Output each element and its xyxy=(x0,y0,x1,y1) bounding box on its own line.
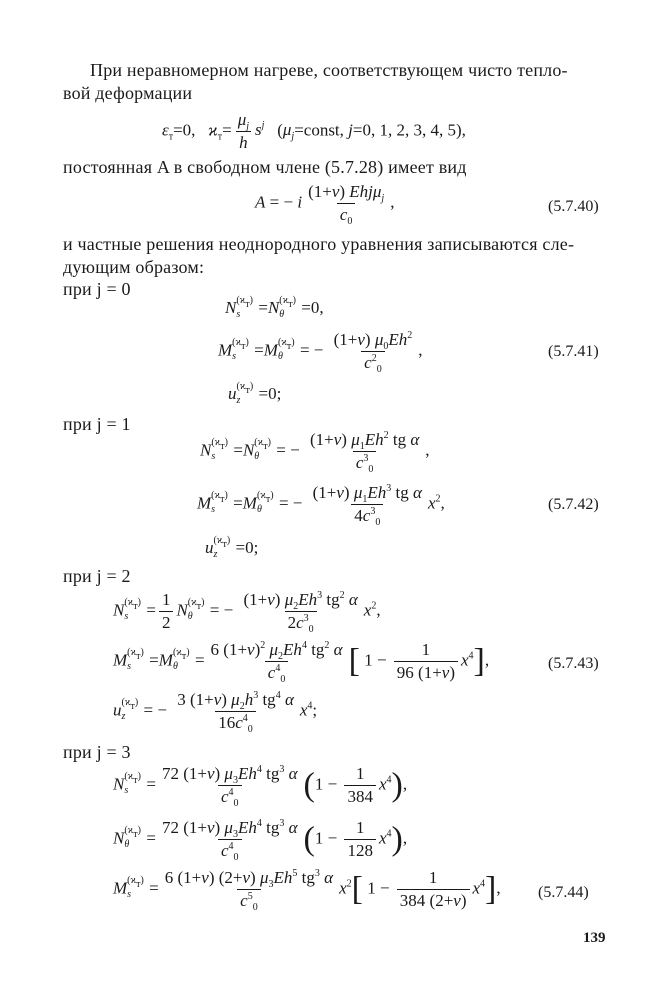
formula-constant-A: A = − i (1+ν) Ehjμ$_j$ $c_0$ , xyxy=(255,182,395,227)
formula-j1-N: N $(ϰ_т)$ s =N $(ϰ_т)$ θ = − $\frac{(1+\nu) \mu_1Eh^2 tg \alpha}{c^3_0}$ , xyxy=(200,430,430,475)
formula-j3-Ms: M $(ϰ_т)$ s = $\frac{6 (1+\nu) (2+\nu) \mu_3Eh^5 tg^3 \alpha}{c^5_0}$ $x^2$[ 1 − $\frac{1}{384 (2+\nu)}$ $x^4$], xyxy=(113,868,501,913)
formula-j0-N: N $(ϰ_т)$ s =N $(ϰ_т)$ θ =0, xyxy=(225,295,324,320)
equation-number: (5.7.41) xyxy=(548,343,599,360)
formula-j0-M: M $(ϰ_т)$ s =M $(ϰ_т)$ θ = − $\frac{(1+\nu) \mu_0Eh^2}{c^2_0}$ , xyxy=(218,330,423,375)
paragraph-line: При неравномерном нагреве, соответствующем чисто тепло- xyxy=(90,60,568,80)
formula-strain: $\varepsilon_т=0$, $ϰ_т=$ $\frac{\mu_j}{h}$ $s^j$ ($\mu_j=const$, j=0, 1, 2, 3, 4, 5), xyxy=(162,110,466,152)
formula-j1-M: M $(ϰ_т)$ s =M $(ϰ_т)$ θ = − $\frac{(1+\nu) \mu_1Eh^3 tg \alpha}{4c^3_0}$ $x^2$, xyxy=(197,483,445,528)
formula-j1-u: u $(ϰ_т)$ z =0; xyxy=(205,535,259,560)
equation-number: (5.7.42) xyxy=(548,496,599,513)
formula-j2-M: M $(ϰ_т)$ s =M $(ϰ_т)$ θ = $\frac{6 (1+\nu)^2 \mu_2Eh^4 tg^2 \alpha}{c^4_0}$ [ 1 − $\frac{1}{96 (1+\nu)}$ $x^4$], xyxy=(113,640,490,685)
paragraph-line: постоянная A в свободном члене (5.7.28) имеет вид xyxy=(63,157,467,177)
formula-j0-u: u $(ϰ_т)$ z =0; xyxy=(228,381,282,406)
paragraph-line: вой деформации xyxy=(63,83,193,103)
case-label: при j = 2 xyxy=(63,566,131,586)
case-label: при j = 1 xyxy=(63,414,131,434)
formula-j3-Ns: N $(ϰ_т)$ s = $\frac{72 (1+\nu) \mu_3Eh^4 tg^3 \alpha}{c^4_0}$ (1 − $\frac{1}{384}$ $x^4$), xyxy=(113,764,408,809)
formula-j2-u: u $(ϰ_т)$ z = − $\frac{3 (1+\nu) \mu_2h^3 tg^4 \alpha}{16c^4_0}$ $x^4$; xyxy=(113,690,318,735)
equation-number: (5.7.44) xyxy=(538,884,589,901)
equation-number: (5.7.43) xyxy=(548,655,599,672)
paragraph-line: и частные решения неоднородного уравнения записываются сле- xyxy=(63,234,575,254)
page-number: 139 xyxy=(583,930,606,946)
paragraph-line: дующим образом: xyxy=(63,257,205,277)
case-label: при j = 0 xyxy=(63,279,131,299)
formula-j3-Ntheta: N $(ϰ_т)$ θ = $\frac{72 (1+\nu) \mu_3Eh^4 tg^3 \alpha}{c^4_0}$ (1 − $\frac{1}{128}$ $x^4$), xyxy=(113,818,408,863)
formula-j2-N: N $(ϰ_т)$ s = $\frac{1}{2}$ N $(ϰ_т)$ θ = − $\frac{(1+\nu) \mu_2Eh^3 tg^2 \alpha}{2c^3_0}$ $x^2$, xyxy=(113,590,381,635)
case-label: при j = 3 xyxy=(63,742,131,762)
equation-number: (5.7.40) xyxy=(548,198,599,215)
